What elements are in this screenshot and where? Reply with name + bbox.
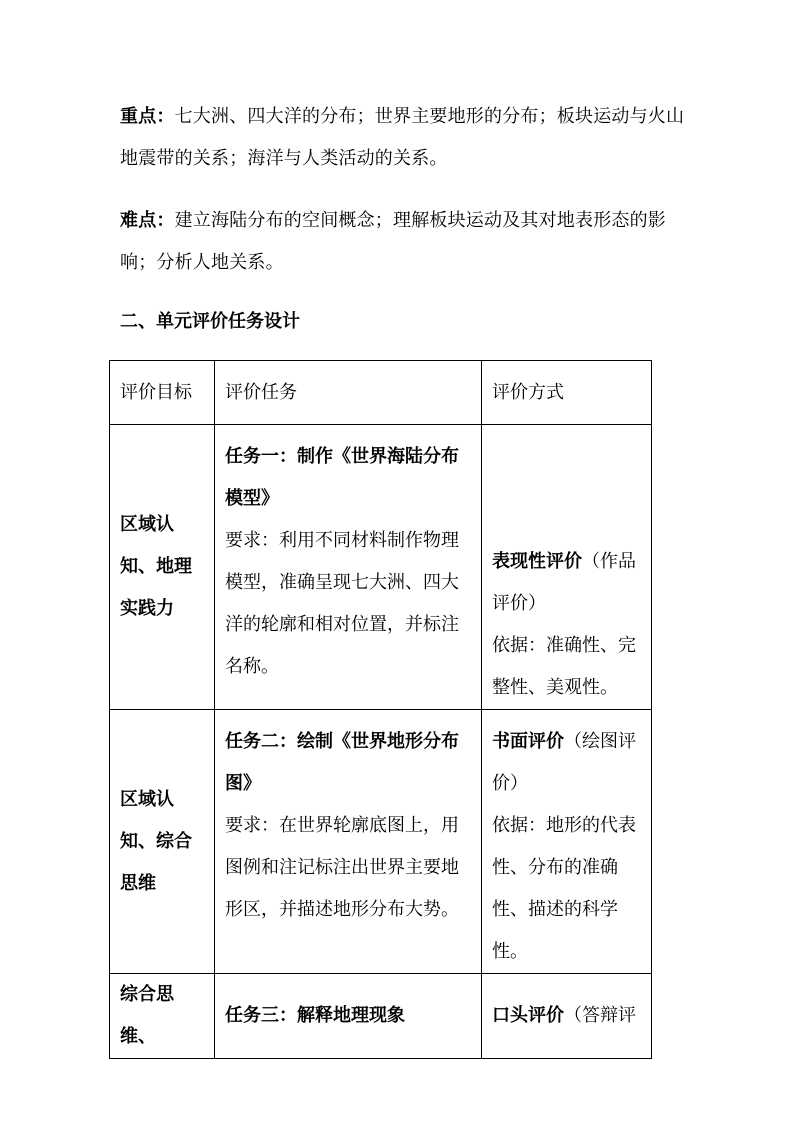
evaluation-method-cell <box>482 710 652 974</box>
key-points-paragraph <box>120 96 690 180</box>
evaluation-method-cell <box>482 974 652 1059</box>
task-title: 任务二：绘制《世界地形分布图》 <box>225 731 459 794</box>
method-basis: 依据：地形的代表性、分布的准确性、描述的科学性。 <box>492 815 636 962</box>
key-points-label: 重点： <box>120 106 175 127</box>
header-cell-target: 评价目标 <box>110 361 215 425</box>
evaluation-task-cell <box>215 425 482 710</box>
evaluation-task-cell <box>215 974 482 1059</box>
header-cell-method: 评价方式 <box>482 361 652 425</box>
evaluation-table <box>109 360 652 1059</box>
task-title: 任务三：解释地理现象 <box>225 1005 405 1026</box>
evaluation-target-cell: 综合思维、 <box>110 974 215 1059</box>
evaluation-target-cell: 区域认知、地理实践力 <box>110 425 215 710</box>
table-header-row <box>110 361 652 425</box>
section-heading: 二、单元评价任务设计 <box>120 311 300 332</box>
method-detail: （作品评价） <box>492 551 636 614</box>
method-detail: （答辩评 <box>564 1005 636 1026</box>
method-name: 口头评价 <box>492 1005 564 1026</box>
task-requirement: 要求：在世界轮廓底图上，用图例和注记标注出世界主要地形区，并描述地形分布大势。 <box>225 815 459 920</box>
table-row <box>110 425 652 710</box>
header-cell-task: 评价任务 <box>215 361 482 425</box>
method-basis: 依据：准确性、完整性、美观性。 <box>492 635 636 698</box>
evaluation-method-cell <box>482 425 652 710</box>
method-name: 书面评价 <box>492 731 564 752</box>
method-name: 表现性评价 <box>492 551 582 572</box>
evaluation-target-cell: 区域认知、综合思维 <box>110 710 215 974</box>
table-row <box>110 974 652 1059</box>
key-points-text: 七大洲、四大洋的分布；世界主要地形的分布；板块运动与火山地震带的关系；海洋与人类活动的关系。 <box>120 106 685 169</box>
difficult-points-text: 建立海陆分布的空间概念；理解板块运动及其对地表形态的影响；分析人地关系。 <box>120 210 667 273</box>
task-title: 任务一：制作《世界海陆分布模型》 <box>225 446 459 509</box>
difficult-points-label: 难点： <box>120 210 175 231</box>
method-detail: （绘图评价） <box>492 731 636 794</box>
evaluation-task-cell <box>215 710 482 974</box>
difficult-points-paragraph <box>120 200 690 284</box>
table-row <box>110 710 652 974</box>
task-requirement: 要求：利用不同材料制作物理模型，准确呈现七大洲、四大洋的轮廓和相对位置，并标注名称。 <box>225 530 459 677</box>
